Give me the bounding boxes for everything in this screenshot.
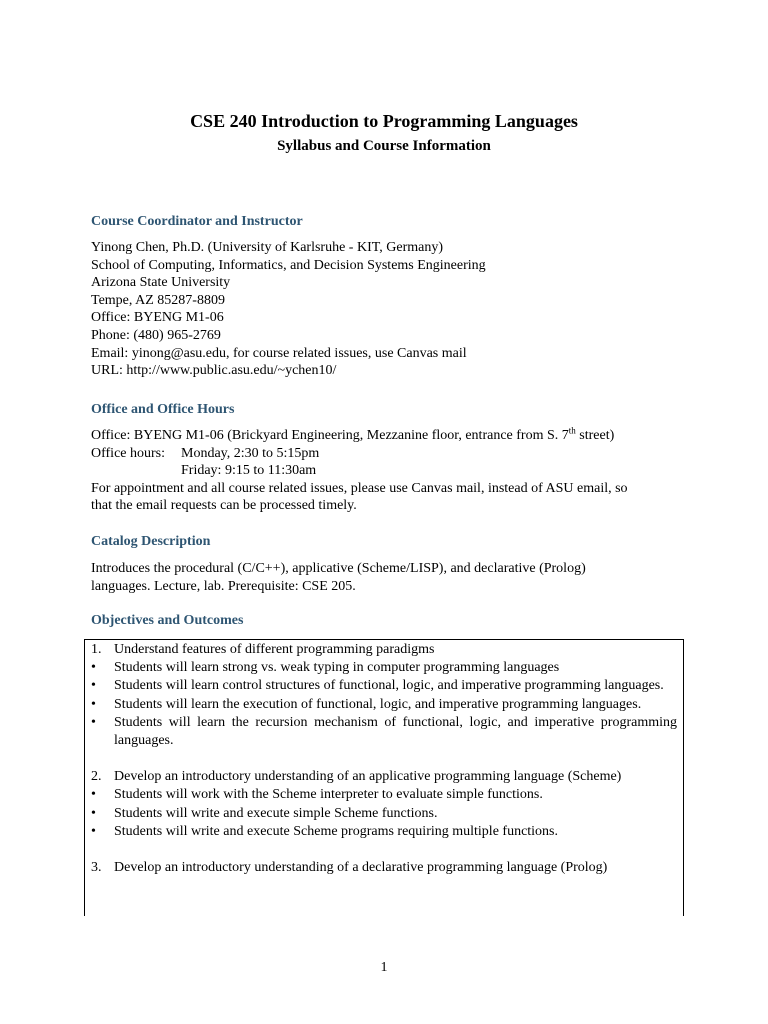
outcome-text: Students will learn the recursion mechanism of functional, logic, and imperative programming languages. bbox=[114, 714, 677, 749]
objective-number: 1. bbox=[91, 642, 102, 657]
office-hours-line bbox=[91, 445, 691, 463]
objective-title-text: Understand features of different programming paradigms bbox=[114, 642, 435, 657]
coordinator-line: Yinong Chen, Ph.D. (University of Karlsruhe - KIT, Germany) bbox=[91, 240, 444, 255]
office-note-line-2: that the email requests can be processed timely. bbox=[91, 498, 357, 514]
catalog-line-2: languages. Lecture, lab. Prerequisite: CSE 205. bbox=[91, 578, 356, 594]
catalog-heading: Catalog Description bbox=[91, 534, 211, 549]
office-info bbox=[91, 427, 691, 515]
bullet-icon: • bbox=[91, 805, 96, 821]
page-title: CSE 240 Introduction to Programming Languages bbox=[190, 111, 578, 131]
office-hours-monday: Monday, 2:30 to 5:15pm bbox=[181, 445, 320, 461]
office-note-line: For appointment and all course related issues, please use Canvas mail, instead of ASU email, so bbox=[91, 480, 628, 496]
outcome-text: Students will learn the execution of functional, logic, and imperative programming languages. bbox=[114, 696, 642, 712]
office-hours-label: Office hours: bbox=[91, 445, 165, 461]
objective-title-text: Develop an introductory understanding of a declarative programming language (Prolog) bbox=[114, 860, 608, 876]
coordinator-line: Arizona State University bbox=[91, 275, 231, 291]
outcome-item bbox=[85, 714, 683, 750]
page-number: 1 bbox=[380, 960, 388, 975]
office-location-tail: street) bbox=[575, 428, 615, 443]
objective-title bbox=[85, 641, 683, 659]
coordinator-info bbox=[91, 239, 691, 380]
objective-number: 2. bbox=[91, 769, 102, 785]
outcome-item bbox=[85, 805, 683, 823]
objective-title bbox=[85, 859, 683, 877]
office-location-line bbox=[91, 427, 691, 445]
bullet-icon: • bbox=[91, 714, 96, 730]
office-location-sup: th bbox=[568, 425, 576, 436]
coordinator-line: Tempe, AZ 85287-8809 bbox=[91, 292, 225, 308]
outcome-text: Students will learn strong vs. weak typing in computer programming languages bbox=[114, 660, 560, 676]
outcome-item bbox=[85, 786, 683, 804]
outcome-item bbox=[85, 677, 683, 695]
coordinator-line: Phone: (480) 965-2769 bbox=[91, 327, 221, 343]
catalog-text bbox=[91, 560, 691, 595]
bullet-icon: • bbox=[91, 787, 96, 803]
objectives-heading: Objectives and Outcomes bbox=[91, 613, 244, 628]
objective-title bbox=[85, 768, 683, 786]
coordinator-email-line: Email: yinong@asu.edu, for course related issues, use Canvas mail bbox=[91, 345, 467, 361]
objective-title-text: Develop an introductory understanding of an applicative programming language (Scheme) bbox=[114, 769, 622, 785]
outcome-text: Students will learn control structures of functional, logic, and imperative programming languages. bbox=[114, 678, 664, 694]
objective-number: 3. bbox=[91, 860, 102, 876]
outcome-text: Students will write and execute Scheme programs requiring multiple functions. bbox=[114, 823, 559, 839]
bullet-icon: • bbox=[91, 696, 96, 712]
coordinator-url-line[interactable]: URL: http://www.public.asu.edu/~ychen10/ bbox=[91, 363, 337, 379]
coordinator-line: Office: BYENG M1-06 bbox=[91, 310, 224, 326]
objectives-table bbox=[84, 639, 684, 916]
bullet-icon: • bbox=[91, 823, 96, 839]
page-subtitle: Syllabus and Course Information bbox=[277, 138, 491, 154]
bullet-icon: • bbox=[91, 678, 96, 694]
bullet-icon: • bbox=[91, 660, 96, 676]
outcome-item bbox=[85, 696, 683, 714]
outcome-text: Students will write and execute simple Scheme functions. bbox=[114, 805, 438, 821]
office-hours-line-2 bbox=[91, 462, 691, 480]
office-hours-friday: Friday: 9:15 to 11:30am bbox=[181, 463, 317, 479]
office-location-text: Office: BYENG M1-06 (Brickyard Engineering, Mezzanine floor, entrance from S. 7 bbox=[91, 428, 569, 443]
outcome-text: Students will work with the Scheme interpreter to evaluate simple functions. bbox=[114, 787, 543, 803]
outcome-item bbox=[85, 823, 683, 841]
outcome-item bbox=[85, 659, 683, 677]
office-heading: Office and Office Hours bbox=[91, 402, 235, 417]
coordinator-heading: Course Coordinator and Instructor bbox=[91, 214, 303, 229]
coordinator-line: School of Computing, Informatics, and Decision Systems Engineering bbox=[91, 257, 486, 273]
catalog-line: Introduces the procedural (C/C++), applicative (Scheme/LISP), and declarative (Prolog) bbox=[91, 561, 586, 576]
